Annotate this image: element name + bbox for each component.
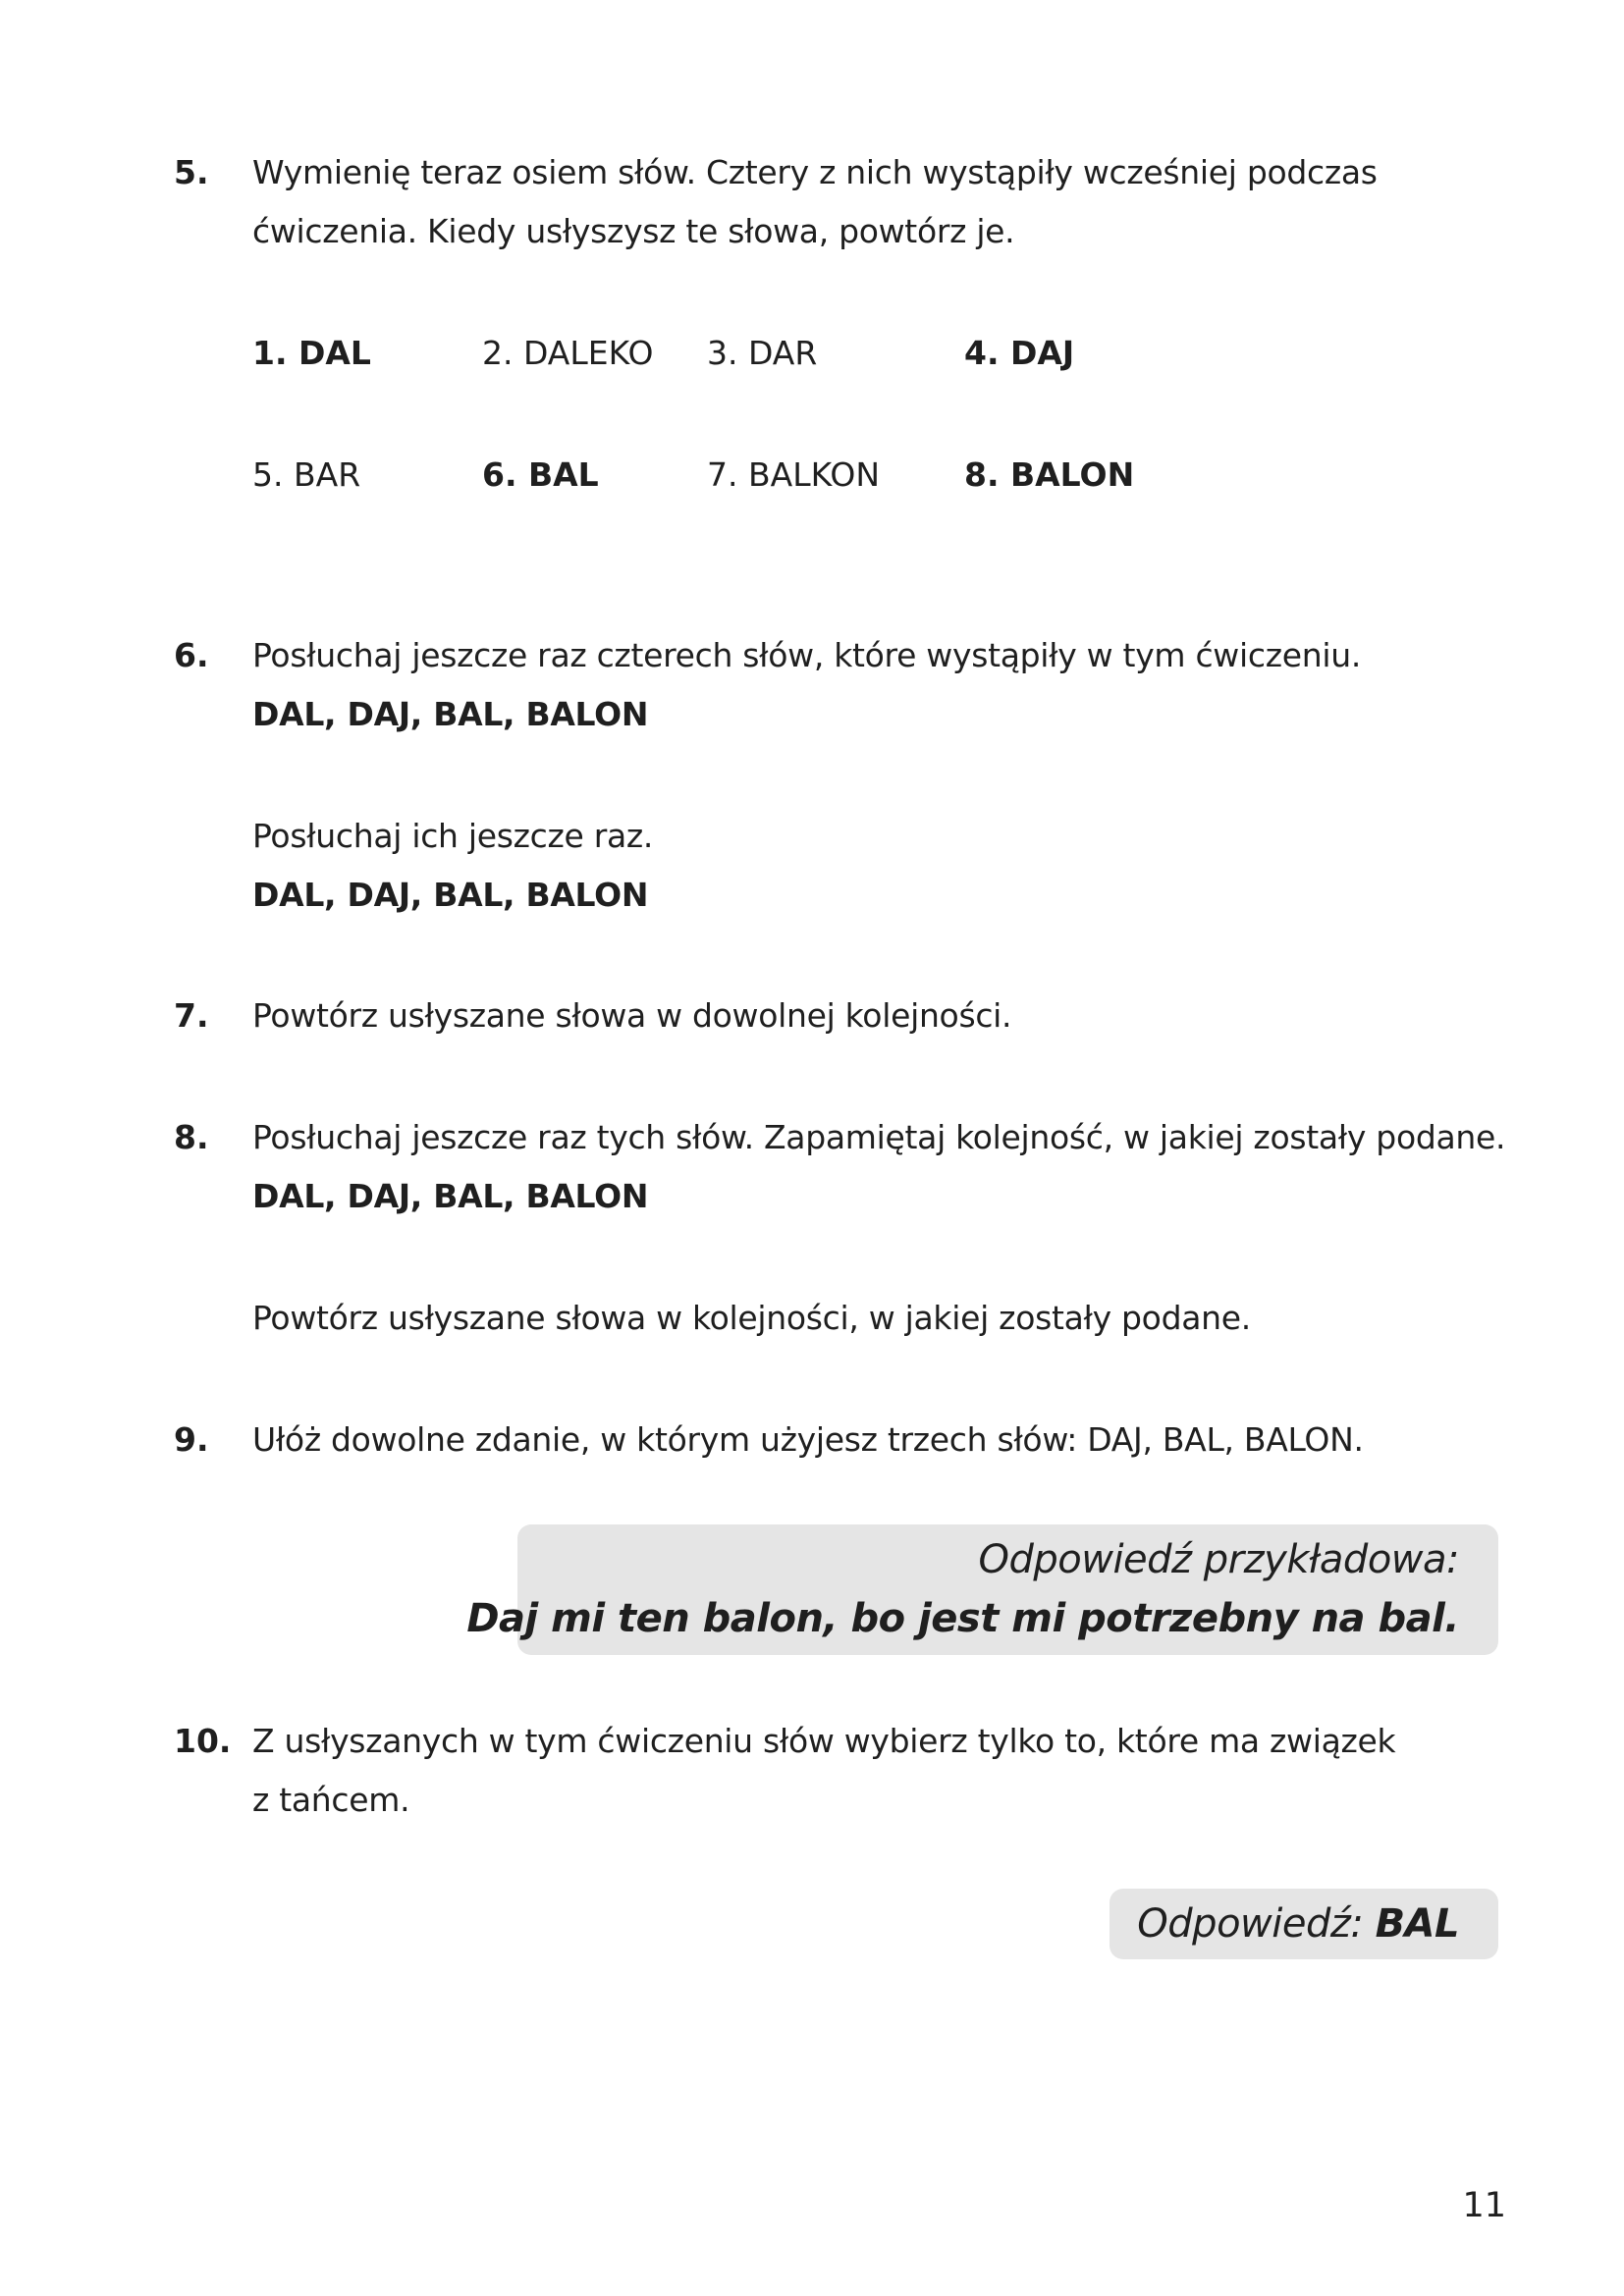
exercise-5-instruction-line-2: ćwiczenia. Kiedy usłyszysz te słowa, powtórz je. — [252, 212, 1015, 250]
word-option-3: 3. DAR — [707, 334, 818, 372]
exercise-8-instruction-line-1: Posłuchaj jeszcze raz tych słów. Zapamiętaj kolejność, w jakiej zostały podane. — [252, 1118, 1506, 1156]
exercise-8-instruction-line-2: Powtórz usłyszane słowa w kolejności, w jakiej zostały podane. — [252, 1299, 1251, 1337]
exercise-6-words-2: DAL, DAJ, BAL, BALON — [252, 876, 649, 914]
example-answer-text: Daj mi ten balon, bo jest mi potrzebny na bal. — [466, 1596, 1459, 1641]
exercise-6-instruction-line-2: Posłuchaj ich jeszcze raz. — [252, 817, 654, 855]
exercise-5-instruction-line-1: Wymienię teraz osiem słów. Cztery z nich wystąpiły wcześniej podczas — [252, 153, 1378, 191]
example-answer-label: Odpowiedź przykładowa: — [978, 1537, 1459, 1582]
word-option-1: 1. DAL — [252, 334, 371, 372]
word-option-8: 8. BALON — [964, 455, 1135, 494]
exercise-9-number: 9. — [174, 1420, 209, 1459]
exercise-10-instruction-line-1: Z usłyszanych w tym ćwiczeniu słów wybierz tylko to, które ma związek — [252, 1722, 1396, 1760]
answer-box — [1110, 1889, 1498, 1959]
exercise-6-words-1: DAL, DAJ, BAL, BALON — [252, 695, 649, 733]
example-answer-box — [466, 1524, 1498, 1655]
word-option-5: 5. BAR — [252, 455, 361, 494]
word-option-7: 7. BALKON — [707, 455, 881, 494]
exercise-10-number: 10. — [174, 1722, 232, 1760]
exercise-8-words: DAL, DAJ, BAL, BALON — [252, 1177, 649, 1215]
exercise-7-number: 7. — [174, 996, 209, 1035]
word-option-4: 4. DAJ — [964, 334, 1075, 372]
exercise-7-instruction: Powtórz usłyszane słowa w dowolnej kolejności. — [252, 996, 1012, 1035]
exercise-6-number: 6. — [174, 636, 209, 674]
answer-value: BAL — [1375, 1901, 1459, 1947]
exercise-9-instruction: Ułóż dowolne zdanie, w którym użyjesz trzech słów: DAJ, BAL, BALON. — [252, 1420, 1364, 1459]
answer-label: Odpowiedź: — [1137, 1901, 1364, 1947]
word-option-2: 2. DALEKO — [482, 334, 654, 372]
exercise-8-number: 8. — [174, 1118, 209, 1156]
answer-line — [1137, 1895, 1459, 1953]
exercise-10-instruction-line-2: z tańcem. — [252, 1781, 410, 1819]
word-option-6: 6. BAL — [482, 455, 599, 494]
exercise-5-number: 5. — [174, 153, 209, 191]
page-number: 11 — [1462, 2186, 1506, 2225]
exercise-6-instruction-line-1: Posłuchaj jeszcze raz czterech słów, które wystąpiły w tym ćwiczeniu. — [252, 636, 1362, 674]
